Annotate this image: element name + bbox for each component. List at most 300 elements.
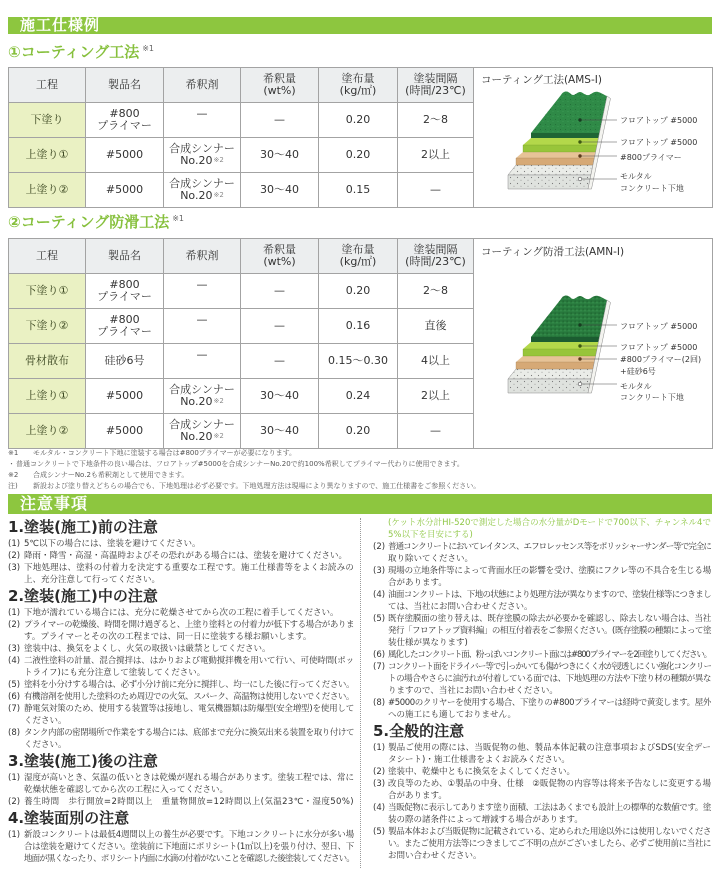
middle-coat-layer [523,342,598,349]
item-line [388,637,711,649]
item-line [24,829,354,841]
product-name: プライマー [97,119,152,132]
item-text: す。プライマーとその次の工程までは、同一日に塗装する様お願いします。 [24,632,312,642]
thinner-cell [164,103,241,138]
section-title-text: ①コーティング工法 [8,43,140,61]
item-line [24,691,354,703]
thinner-cell [164,414,241,449]
note-item [8,550,354,562]
interval-cell: 4以上 [398,344,474,379]
item-line [388,613,711,625]
footnote-ref: ※2 [213,432,224,440]
item-text: 塗装中、乾燥中ともに換気をよくしてください。 [388,767,576,777]
item-number: (3) [373,566,386,576]
note-item [373,541,711,565]
header-unit: (wt%) [263,84,296,97]
header-unit: (時間/23℃) [405,84,466,97]
product-name: #800 [109,312,140,326]
column-divider [360,518,361,868]
process-cell: 下塗り② [9,309,86,344]
layer-label: #800プライマー(2回) [620,355,702,364]
interval-cell: — [398,414,474,449]
thinner-name: 合成シンナー [169,382,235,396]
diagram-title: コーティング防滑工法(AMN-I) [481,246,625,258]
header-label: 製品名 [108,248,141,262]
thinner-cell [164,138,241,173]
note-item [8,655,354,679]
moisture-note-line [388,529,711,541]
product-name: プライマー [97,325,152,338]
thinner-name: 合成シンナー [169,417,235,431]
dilution-cell: 30〜40 [241,379,319,414]
layer-label: フロアトップ #5000 [620,116,698,125]
header-label: 塗装間隔 [413,71,458,85]
note-item [373,697,711,721]
process-cell: 下塗り [9,103,86,138]
item-line [24,538,354,550]
item-text: ください。 [24,740,67,750]
section-heading: 3.塗装(施工)後の注意 [8,752,158,770]
item-text: 湿度が高いとき、気温の低いときは乾燥が遅れる場合があります。塗装工程では、常に [24,773,355,783]
spec-table-coating [8,67,713,208]
marker-dot [578,118,581,121]
note-item [8,727,354,751]
thinner-name: — [196,277,208,291]
note-item [8,619,354,643]
column-header-dilution [241,68,319,103]
item-line [388,802,711,814]
note-item [373,826,711,862]
item-text: 塗料を小分けする場合は、必ず小分け前に充分に撹拌し、均一にした後に行ってください。 [24,680,354,690]
section-title-antislip [8,213,184,231]
product-name: #5000 [105,147,144,161]
interval-cell: — [398,173,474,208]
item-line [388,625,711,637]
item-number: (2) [8,797,21,807]
column-header-product [86,239,164,274]
item-text: 下地処理は、塗料の付着力を決定する重要な工程です。施工仕様書等をよくお読みの [24,563,354,573]
note-item [373,589,711,613]
concrete-texture [508,369,593,379]
thinner-code: No.20 [180,154,213,167]
item-text: (ケット水分計HI-520で測定した場合の水分量がDモードで700以下、チャンネル4で [388,518,711,528]
note-item [373,742,711,766]
item-text: お問い合わせください。 [388,851,482,861]
note-item [8,829,354,865]
interval-cell: 2〜8 [398,274,474,309]
item-text: 合があります。 [388,791,447,801]
thinner-name-line2 [164,120,240,133]
item-number: (3) [8,563,21,573]
coverage-cell: 0.15〜0.30 [319,344,398,379]
coverage-cell: 0.24 [319,379,398,414]
item-text: への施工にも適しておりません。 [388,710,517,720]
thinner-code: No.20 [180,189,213,202]
notes-left-column [8,517,354,865]
layer-label: モルタル [620,382,652,391]
coverage-cell: 0.20 [319,138,398,173]
header-label: 塗布量 [341,71,375,85]
note-item [373,766,711,778]
footnote-text: 新設および塗り替えどちらの場合でも、下地処理は必ず必要です。下地処理方法は現場により異なりますので、施工仕様書をご参照ください。 [33,482,481,490]
thinner-cell [164,173,241,208]
product-cell [86,309,164,344]
note-item [8,607,354,619]
item-text: 5℃以下の場合には、塗装を避けてください。 [24,539,201,549]
note-item [8,679,354,691]
primer-layer [516,152,596,158]
column-header-thinner [164,68,241,103]
product-cell [86,414,164,449]
column-header-product [86,68,164,103]
column-header-interval [398,68,474,103]
footnote-text: モルタル・コンクリート下地に塗装する場合は#800プライマーが必要になります。 [33,449,297,457]
section-heading: 1.塗装(施工)前の注意 [8,518,158,536]
slab [508,296,611,394]
item-line [388,649,711,661]
thinner-name-line2 [164,155,240,168]
dilution-cell: — [241,103,319,138]
thinner-name-line2 [164,326,240,339]
item-line [24,796,354,808]
item-text: 油面コンクリートは、下地の状態により処理方法が異なりますので、塗装仕様等につきまし [388,590,711,600]
interval-cell: 2〜8 [398,103,474,138]
interval-cell: 2以上 [398,138,474,173]
item-number: (1) [373,743,386,753]
note-item [8,562,354,586]
section-heading: 2.塗装(施工)中の注意 [8,587,158,605]
item-line [24,643,354,655]
item-text: い。またご使用方法等につきましてご不明の点がございましたら、必ずご使用前に当社に [388,839,711,849]
marker-dot [578,323,581,326]
item-line [24,619,354,631]
item-line [388,754,711,766]
spec-table-antislip [8,238,713,449]
product-name: #800 [109,106,140,120]
item-text: 地面が黒くなったり、ポリシート内面に水滴の付着がないことを確認した後塗装してください。 [24,854,354,864]
item-line [388,778,711,790]
item-text: タシート)・施工仕様書をよくお読みください。 [388,755,570,765]
header-label: 塗装間隔 [413,242,458,256]
item-text: 既存塗膜面の塗り替えは、既存塗膜の除去が必要かを確認し、除去しない場合は、当社 [388,614,711,624]
footnote [8,481,712,492]
item-line [388,838,711,850]
item-number: (1) [8,830,21,840]
item-number: (4) [373,590,386,600]
column-header-coverage [319,68,398,103]
item-number: (2) [8,620,21,630]
middle-coat-layer [523,138,598,145]
item-line [24,574,354,586]
dilution-cell: — [241,274,319,309]
section-title-text: ②コーティング防滑工法 [8,213,170,231]
header-label: 製品名 [108,77,141,91]
footnote-text: 合成シンナーNo.2も希釈剤として使用できます。 [33,471,189,479]
thinner-name-line2 [164,431,240,444]
footnote [8,459,712,470]
item-line [388,601,711,613]
header-label: 希釈量 [263,242,296,256]
item-text: 製品本体および当販促物に記載されている、定められた用途以外には使用しないでくださ [388,827,711,837]
item-line [388,589,711,601]
item-text: タンク内部の密閉場所で作業をする場合には、底部まで充分に換気出来る装置を取り付けて [24,728,354,738]
process-cell: 上塗り② [9,414,86,449]
layer-label: フロアトップ #5000 [620,138,698,147]
header-label: 工程 [36,248,58,262]
dilution-cell: 30〜40 [241,138,319,173]
item-text: コンクリート面をドライバー等で引っかいても傷がつきにくく水が浸透しにくい強化コンクリー [388,662,711,672]
antislip-texture [531,296,607,338]
primer-sand-layer-front [516,362,594,369]
product-cell [86,173,164,208]
layer-label: フロアトップ #5000 [620,343,698,352]
item-text: #5000のクリヤーを使用する場合、下塗りの#800プライマーは経時で黄変します。屋外 [388,698,711,708]
item-line [388,697,711,709]
item-line [24,607,354,619]
item-line [388,685,711,697]
product-name: #800 [109,277,140,291]
item-text: 5%以下を目安にする) [388,530,473,540]
thinner-name: 合成シンナー [169,176,235,190]
thinner-code: No.20 [180,430,213,443]
item-text: 普通コンクリートにおいてレイタンス、エフロレッセンス等をポリッシャーサンダー等で完全に [388,542,711,552]
item-number: (7) [373,662,386,672]
item-number: (8) [373,698,386,708]
item-text: 発行「フロアトップ資料編」の相互付着表をご参照ください。(既存塗膜の種類によって塗 [388,626,711,636]
item-line [24,739,354,751]
item-text: プライマーの乾燥後、時間を開け過ぎると、上塗り塗料との付着力が低下する場合がありま [24,620,354,630]
header-label: 希釈剤 [185,77,219,91]
thinner-name: 合成シンナー [169,141,235,155]
product-cell [86,103,164,138]
item-line [388,661,711,673]
item-line [388,541,711,553]
layer-diagram [474,68,713,208]
product-name: #5000 [105,182,144,196]
item-line [24,841,354,853]
process-cell: 上塗り① [9,138,86,173]
item-number: (2) [373,542,386,552]
marker-dot [578,357,581,360]
item-line [24,703,354,715]
product-name: 硅砂6号 [104,353,145,367]
footnote-ref: ※2 [213,191,224,199]
item-number: (8) [8,728,21,738]
item-number: (3) [8,644,21,654]
thinner-cell [164,344,241,379]
section-heading: 4.塗装面別の注意 [8,809,130,827]
middle-coat-layer-front [523,145,597,152]
concrete-texture [508,165,593,175]
footnote-mark: ※1 [8,449,19,457]
item-line [388,673,711,685]
footnote-mark: ※2 [8,471,19,479]
top-coat-layer-front [531,337,599,342]
marker-dot [578,382,582,386]
item-text: 新設コンクリートは最低4週間以上の養生が必要です。下地コンクリートに水分が多い場 [24,830,354,840]
footnote-ref: ※1 [172,214,184,223]
note-item [373,649,711,661]
note-item [8,796,354,808]
item-number: (4) [8,656,21,666]
footnote-ref: ※2 [213,397,224,405]
item-number: (2) [373,767,386,777]
process-cell: 上塗り① [9,379,86,414]
item-line [388,553,711,565]
item-text: 合は塗装を避けてください。塗装前に下地面にポリシート(1㎡以上)を張り付け、翌日、下 [24,842,354,852]
column-header-process [9,239,86,274]
item-number: (5) [8,680,21,690]
table-footnotes [8,448,712,492]
layer-diagram [474,239,713,449]
notes-right-column [373,517,711,862]
product-name: #5000 [105,388,144,402]
note-item [8,538,354,550]
dilution-cell: — [241,344,319,379]
note-item [8,703,354,727]
item-number: (1) [8,539,21,549]
product-cell [86,138,164,173]
item-line [24,727,354,739]
item-number: (1) [8,773,21,783]
section-title-coating [8,43,154,61]
item-text: トの場合やさらに油汚れが付着している面では、下地処理の方法や下塗り材の種類が異な [388,674,711,684]
item-line [388,766,711,778]
item-text: 上、充分注意して行ってください。 [24,575,161,585]
coverage-cell: 0.15 [319,173,398,208]
primer-layer-front [516,158,594,165]
header-label: 希釈剤 [185,248,219,262]
item-text: 装の際の諸条件によって増減する場合があります。 [388,815,583,825]
layer-diagram-panel [474,239,713,449]
item-line [24,772,354,784]
item-line [388,814,711,826]
coverage-cell: 0.20 [319,274,398,309]
product-name: プライマー [97,290,152,303]
item-text: 風化したコンクリート面、粉っぽいコンクリート面には#800プライマーを2回塗りしてください。 [388,650,711,660]
thinner-name: — [196,106,208,120]
note-item-continuation [373,517,711,541]
item-line [24,667,354,679]
layer-label: #800プライマー [620,153,682,162]
interval-cell: 2以上 [398,379,474,414]
table-header-row [9,68,713,103]
column-header-interval [398,239,474,274]
footnote-text: 普通コンクリートで下地条件の良い場合は、フロアトップ#5000を合成シンナーNo.20で約100%希釈してプライマー代わりに使用できます。 [16,460,464,468]
header-unit: (kg/㎡) [339,255,377,268]
header-label: 希釈量 [263,71,296,85]
note-item [8,643,354,655]
layer-label: コンクリート下地 [620,184,684,193]
item-number: (2) [8,551,21,561]
process-cell: 骨材散布 [9,344,86,379]
item-text: 有機溶剤を使用した塗料のため周辺での火気、スパーク、高温物は使用しないでください。 [24,692,354,702]
item-line [24,550,354,562]
item-number: (6) [8,692,21,702]
column-header-thinner [164,239,241,274]
note-item [373,802,711,826]
item-text: 降雨・降雪・高湿・高温時およびその恐れがある場合には、塗装を避けてください。 [24,551,348,561]
item-number: (4) [373,803,386,813]
footnote [8,470,712,481]
item-line [388,850,711,862]
product-cell [86,344,164,379]
item-line [24,562,354,574]
item-text: 塗装中は、換気をよくし、火気の取扱いは厳禁としてください。 [24,644,271,654]
item-text: ください。 [24,716,67,726]
dilution-cell: 30〜40 [241,414,319,449]
coverage-cell: 0.16 [319,309,398,344]
item-number: (5) [373,614,386,624]
process-cell: 上塗り② [9,173,86,208]
thinner-name-line2 [164,190,240,203]
item-line [388,742,711,754]
thinner-name: — [196,312,208,326]
top-coat-layer-front [531,133,599,138]
note-item [8,772,354,796]
dilution-cell: — [241,309,319,344]
item-number: (5) [373,827,386,837]
header-unit: (wt%) [263,255,296,268]
interval-cell: 直後 [398,309,474,344]
thinner-name-line2 [164,291,240,304]
layer-diagram-panel [474,68,713,208]
thinner-name: — [196,347,208,361]
dilution-cell: 30〜40 [241,173,319,208]
item-line [388,577,711,589]
item-text: 養生時間 歩行開放=2時間以上 重量物開放=12時間以上(気温23℃・湿度50%) [24,797,354,807]
footnote-ref: ※1 [142,44,154,53]
note-item [373,778,711,802]
item-text: 改良等のため、①製品の中身、仕様 ②販促物の内容等は将来予告なしに変更する場 [388,779,711,789]
item-text: 装仕様が異なります) [388,638,468,648]
concrete-texture [508,175,591,189]
top-coat-texture [531,92,607,134]
item-text: 合があります。 [388,578,447,588]
item-text: りますので、当社にお問い合わせください。 [388,686,558,696]
footnote [8,448,712,459]
item-line [388,826,711,838]
item-number: (7) [8,704,21,714]
header-unit: (kg/㎡) [339,84,377,97]
header-label: 塗布量 [341,242,375,256]
item-text: 製品ご使用の際には、当販促物の他、製品本体記載の注意事項およびSDS(安全デー [388,743,711,753]
column-header-coverage [319,239,398,274]
header-unit: (時間/23℃) [405,255,466,268]
item-line [388,709,711,721]
item-text: 二液性塗料の計量、混合撹拌は、はかりおよび電動撹拌機を用いて行い、可使時間(ポッ [24,656,354,666]
thinner-name-line2 [164,396,240,409]
item-text: 当販促物に表示してあります塗り面積、工法はあくまでも設計上の標準的な数値です。塗 [388,803,711,813]
process-cell: 下塗り① [9,274,86,309]
item-line [24,655,354,667]
table-header-row [9,239,713,274]
product-cell [86,379,164,414]
moisture-note-line [388,517,711,529]
thinner-code: No.20 [180,395,213,408]
product-name: #5000 [105,423,144,437]
section-bar-spec-examples: 施工仕様例 [8,17,712,34]
column-header-dilution [241,239,319,274]
thinner-cell [164,274,241,309]
note-item [8,691,354,703]
item-number: (6) [373,650,386,660]
marker-dot [578,140,581,143]
item-number: (3) [373,779,386,789]
item-line [24,631,354,643]
note-item [373,613,711,649]
footnote-ref: ※2 [213,156,224,164]
